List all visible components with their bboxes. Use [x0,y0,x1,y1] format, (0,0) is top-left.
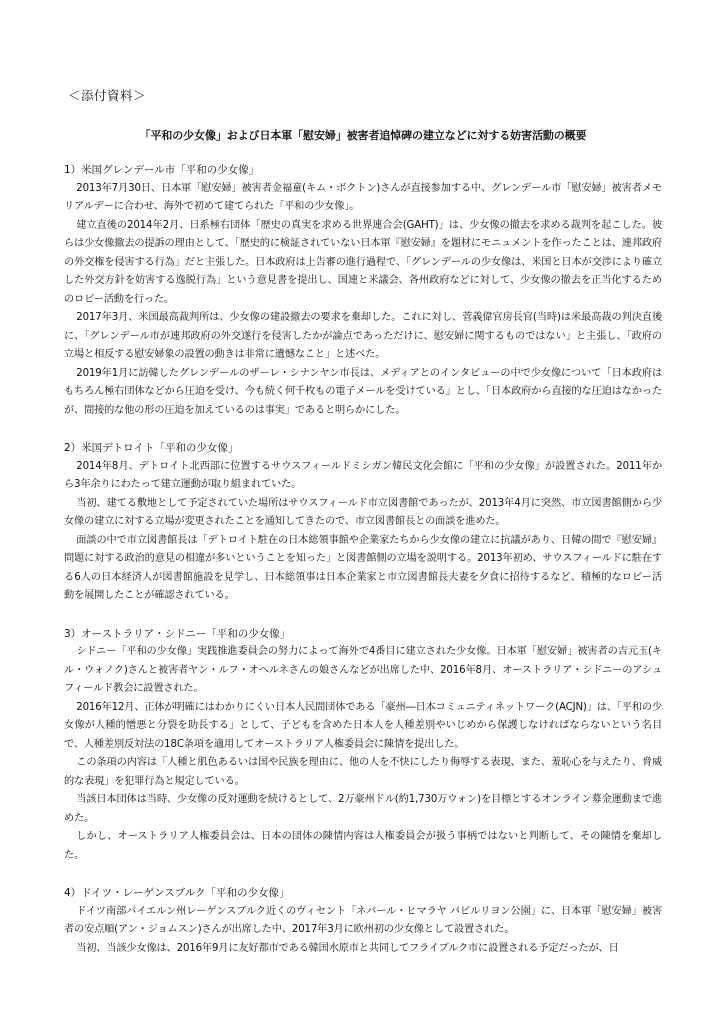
section-heading: 3）オーストラリア・シドニー「平和の少女像」 [64,627,291,640]
document-page [64,86,662,977]
paragraph: 2019年1月に訪韓したグレンデールのザーレ・シナンヤン市長は、メディアとのインタビューの中で少女像について「日本政府はもちろん極右団体などから圧迫を受け、今も続く何千枚もの電子メールを受けている」とし、「日本政府から直接的な圧迫はなかったが、間接的な他の形の圧迫を加えているのは事実」であると明らかにした。 [64,367,662,416]
section-heading: 2）米国デトロイト「平和の少女像」 [64,442,239,454]
paragraph: 当初、当該少女像は、2016年9月に友好都市である韓国水原市と共同してフライブルク市に設置される予定だったが、日 [76,942,619,954]
paragraph: 当該日本団体は当時、少女像の反対運動を続けるとして、2万豪州ドル(約1,730万ウォン)を目標とするオンライン募金運動まで進めた。 [64,794,662,824]
attachment-label: ＜添付資料＞ [68,88,147,103]
paragraph: シドニー「平和の少女像」実践推進委員会の努力によって海外で4番目に建立された少女像。日本軍「慰安婦」被害者の吉元玉(キル・ウォノク)さんと被害者ヤン・ルフ・オヘルネさんの娘さんなどが出席した中、2016年8月、オーストラリア・シドニーのアシュフィールド教会に設置された。 [64,646,662,694]
paragraph: しかし、オーストラリア人権委員会は、日本の団体の陳情内容は人権委員会が扱う事柄ではないと判断して、その陳情を棄却した。 [64,831,662,861]
paragraph: 2017年3月、米国最高裁判所は、少女像の建設撤去の要求を棄却した。これに対し、菅義偉官房長官(当時)は米最高裁の判決直後に、「グレンデール市が連邦政府の外交遂行を侵害したかが論点であっただけに、慰安婦に関するものではない」と主張し、「政府の立場と相反する慰安婦象の設置の動きは非常に遺憾なこと」と述べた。 [64,312,662,360]
section-regensburg [64,884,662,958]
section-heading: 1）米国グレンデール市「平和の少女像」 [64,164,260,176]
section-glendale [64,161,662,420]
section-detroit [64,439,662,606]
section-sydney [64,625,662,866]
paragraph: 当初、建てる敷地として予定されていた場所はサウスフィールド市立図書館であったが、2013年4月に突然、市立図書館側から少女像の建立に対する立場が変更されたことを通知してきたので、市立図書館長との面談を進めた。 [64,497,662,527]
paragraph: 2014年8月、デトロイト北西部に位置するサウスフィールドミシガン韓民文化会館に「平和の少女像」が設置された。2011年から3年余りにわたって建立運動が取り組まれていた。 [64,460,662,490]
paragraph: 2016年12月、正体が明確にはわかりにくい日本人民間団体である「豪州―日本コミュニティネットワーク(ACJN)」は、「平和の少女像が人種的憎悪と分裂を助長する」として、子どもを含めた日本人を人種差別やいじめから保護しなければならないという名目で、人種差別反対法の18C条項を適用してオーストラリア人権委員会に陳情を提出した。 [64,701,662,750]
paragraph: ドイツ南部バイエルン州レーゲンスブルク近くのヴィセント「ネパール・ヒマラヤ パビルリヨン公園」に、日本軍「慰安婦」被害者の安点順(アン・ジョムスン)さんが出席した中、2017年3月に欧州初の少女像として設置された。 [64,905,662,935]
paragraph: 面談の中で市立図書館長は「デトロイト駐在の日本総領事館や企業家たちから少女像の建立に抗議があり、日韓の間で『慰安婦』問題に対する政治的意見の相違が多いということを知った」と図書館側の立場を説明する。2013年初め、サウスフィールドに駐在する6人の日本経済人が図書館施設を見学し、日本総領事は日本企業家と市立図書館長夫妻を夕食に招待するなど、積極的なロビー活動を展開したことが確認されている。 [64,534,662,601]
paragraph: 2013年7月30日、日本軍「慰安婦」被害者金福童(キム・ボクトン)さんが直接参加する中、グレンデール市「慰安婦」被害者メモリアルデーに合わせ、海外で初めて建てられた「平和の少女像」。 [64,182,662,212]
paragraph: 建立直後の2014年2月、日系極右団体「歴史の真実を求める世界連合会(GAHT)」は、少女像の撤去を求める裁判を起こした。彼らは少女像撤去の提訴の理由として、「歴史的に検証されていない日本軍『慰安婦』を題材にモニュメントを作ったことは、連邦政府の外交権を侵害する行為」だと主張した。日本政府は上告審の進行過程で、「グレンデールの少女像は、米国と日本が交渉により確立した外交方針を妨害する逸脱行為」という意見書を提出し、国連と米議会、各州政府などに対して、少女像の撤去を正当化するためのロビー活動を行った。 [64,219,662,305]
document-title: 「平和の少女像」および日本軍「慰安婦」被害者追悼碑の建立などに対する妨害活動の概要 [139,129,587,142]
paragraph: この条項の内容は「人種と肌色あるいは国や民族を理由に、他の人を不快にしたり侮辱する表現、また、羞恥心を与えたり、脅威的な表現」を犯罪行為と規定している。 [64,757,662,787]
section-heading: 4）ドイツ・レーゲンスブルク「平和の少女像」 [64,887,290,899]
